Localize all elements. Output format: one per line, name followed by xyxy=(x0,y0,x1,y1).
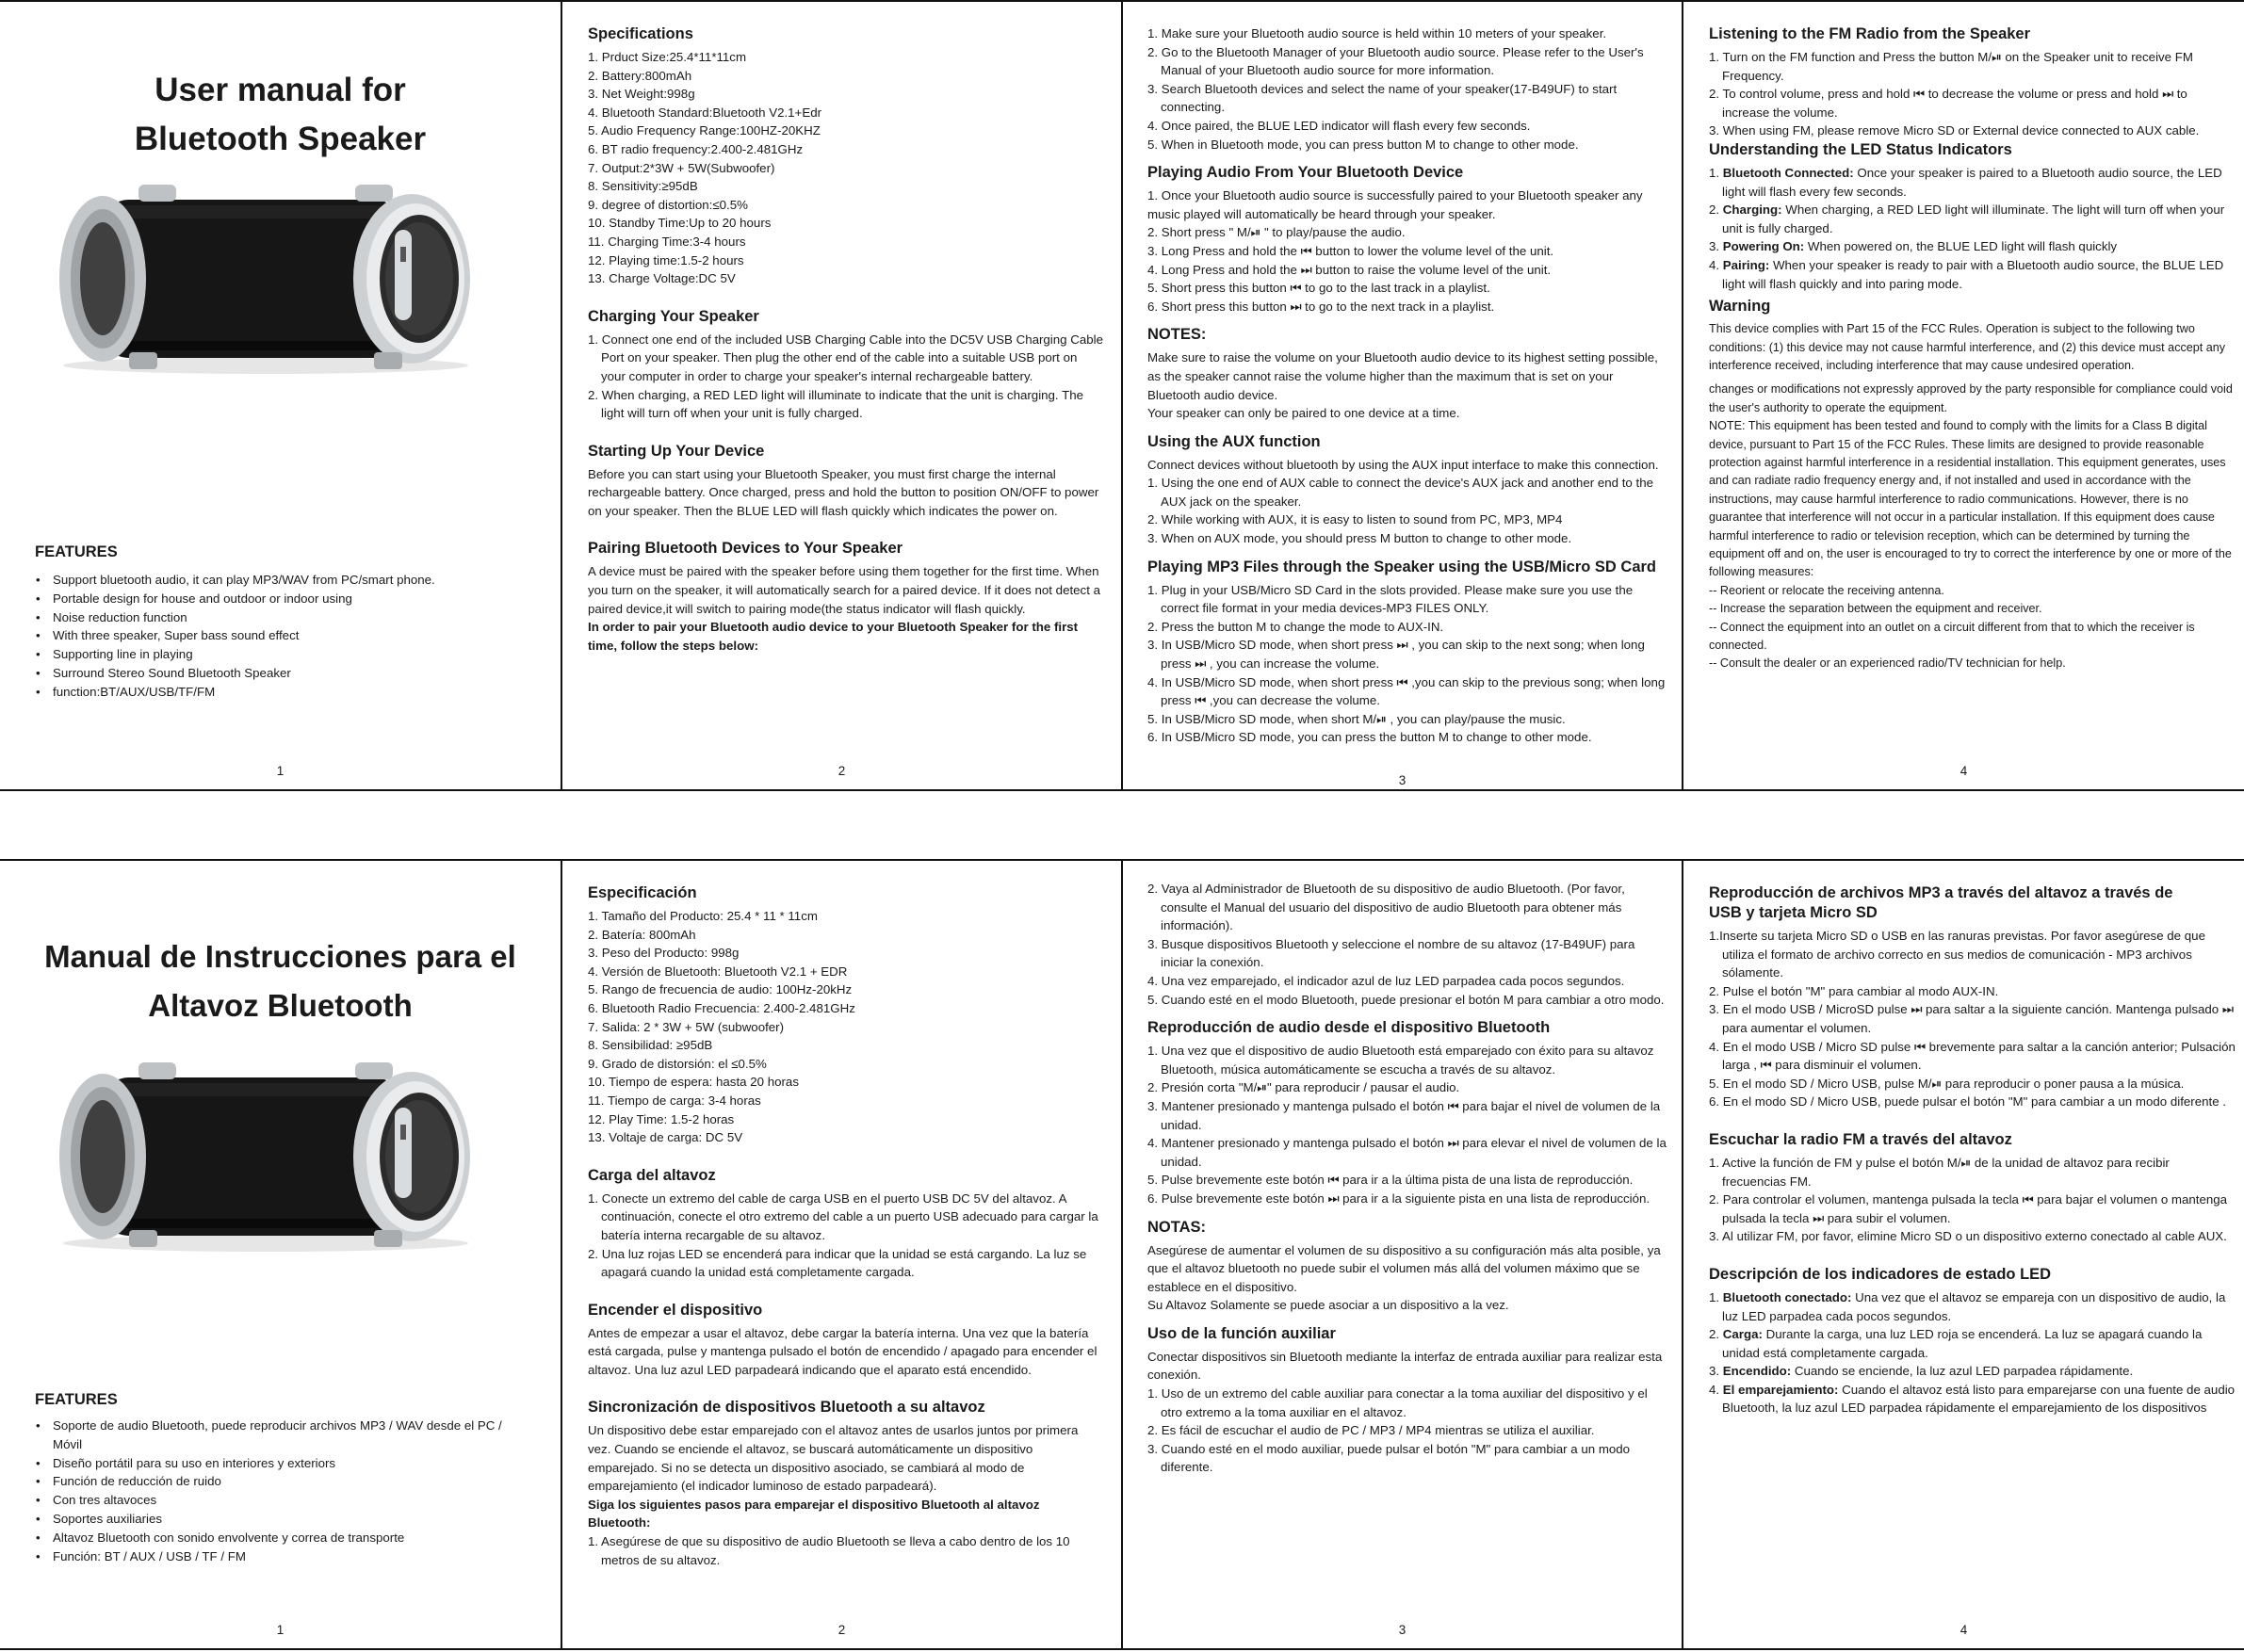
charging-step: 2. When charging, a RED LED light will illuminate to indicate that the unit is charging. The light will turn off when your unit is fully charged. xyxy=(588,387,1083,421)
spec-item: 3. Peso del Producto: 998g xyxy=(588,946,740,961)
manual-sheet-english xyxy=(0,0,2244,791)
led-item: 4. El emparejamiento: Cuando el altavoz está listo para emparejarse con una fuente de audio Bluetooth, la luz azul LED parpadea rápidamente el emparejamiento de los dispositivos xyxy=(1709,1382,2236,1416)
playing-step: 3. Mantener presionado y mantenga pulsado el botón ⏮ para bajar el nivel de volumen de la unidad. xyxy=(1147,1098,1661,1132)
mp3-heading: Playing MP3 Files through the Speaker using the USB/Micro SD Card xyxy=(1147,558,1657,575)
title-line-2: Altavoz Bluetooth xyxy=(148,988,413,1023)
spec-item: 3. Net Weight:998g xyxy=(588,87,695,102)
fm-step: 1. Active la función de FM y pulse el botón M/⏯ de la unidad de altavoz para recibir frecuencias FM. xyxy=(1709,1155,2170,1189)
aux-step: 1. Using the one end of AUX cable to connect the device's AUX jack and another end to the AUX jack on the speaker. xyxy=(1147,476,1653,509)
bluetooth-speaker-illustration xyxy=(44,181,487,379)
manual-sheet-spanish xyxy=(0,859,2244,1650)
charging-step: 1. Conecte un extremo del cable de carga USB en el puerto USB DC 5V del altavoz. A continuación, conecte el otro extremo del cable a un puerto USB adecuado para cargar la batería interna recargable de su altavoz. xyxy=(588,1190,1098,1242)
charging-heading: Carga del altavoz xyxy=(588,1166,716,1184)
led-item: 1. Bluetooth conectado: Una vez que el altavoz se empareja con un dispositivo de audio, la luz LED parpadea cada pocos segundos. xyxy=(1709,1289,2226,1323)
spec-item: 2. Batería: 800mAh xyxy=(588,927,696,942)
spec-item: 10. Tiempo de espera: hasta 20 horas xyxy=(588,1075,799,1090)
feature-item: • With three speaker, Super bass sound effect xyxy=(36,626,532,645)
warning-text: This device complies with Part 15 of the FCC Rules. Operation is subject to the following two conditions: (1) this device may not cause harmful interference, and (2) this device must accept any interference received, including interference that may cause undesired operation. xyxy=(1709,322,2226,372)
page-pairing-playback xyxy=(1123,859,1682,1650)
playing-step: 6. Pulse brevemente este botón ⏭ para ir a la siguiente pista en una lista de reproducción. xyxy=(1147,1190,1650,1206)
feature-item: • Support bluetooth audio, it can play MP3/WAV from PC/smart phone. xyxy=(36,571,532,590)
aux-step: 3. When on AUX mode, you should press M button to change to other mode. xyxy=(1147,531,1572,546)
led-heading: Understanding the LED Status Indicators xyxy=(1709,140,2012,158)
notes-text: Your speaker can only be paired to one device at a time. xyxy=(1147,406,1460,421)
mp3-step: 1.Inserte su tarjeta Micro SD o USB en las ranuras previstas. Por favor asegúrese de que utiliza el formato de archivo correcto en sus medios de comunicación - MP3 archivos sólamente. xyxy=(1709,929,2205,980)
mp3-step: 3. In USB/Micro SD mode, when short press ⏭ , you can skip to the next song; when long press ⏭ , you can increase the volume. xyxy=(1147,638,1645,672)
measure-item: -- Reorient or relocate the receiving antenna. xyxy=(1709,583,1944,597)
aux-step: 2. Es fácil de escuchar el audio de PC / MP3 / MP4 mientras se utiliza el auxiliar. xyxy=(1147,1423,1595,1438)
notes-text: Su Altavoz Solamente se puede asociar a un dispositivo a la vez. xyxy=(1147,1298,1509,1313)
startup-heading: Starting Up Your Device xyxy=(588,442,765,460)
specifications-heading: Especificación xyxy=(588,884,697,901)
page-specifications xyxy=(562,0,1121,791)
page-number: 3 xyxy=(1398,773,1407,787)
manual-title xyxy=(0,932,561,1030)
fm-step: 2. Para controlar el volumen, mantenga pulsada la tecla ⏮ para bajar el volumen o mantenga pulsada la tecla ⏭ para subir el volumen. xyxy=(1709,1192,2228,1225)
playing-step: 2. Presión corta "M/⏯" para reproducir / pausar el audio. xyxy=(1147,1080,1460,1095)
page-number: 3 xyxy=(1398,1623,1407,1637)
spec-item: 6. BT radio frequency:2.400-2.481GHz xyxy=(588,141,804,156)
playing-step: 4. Long Press and hold the ⏭ button to raise the volume level of the unit. xyxy=(1147,262,1552,277)
feature-item: • Soportes auxiliaries xyxy=(36,1510,532,1529)
aux-text: Connect devices without bluetooth by using the AUX input interface to make this connection. xyxy=(1147,457,1659,472)
mp3-heading: USB y tarjeta Micro SD xyxy=(1709,904,1878,921)
notes-text: Asegúrese de aumentar el volumen de su dispositivo a su configuración más alta posible, ya que el altavoz bluetooth no puede subir el volumen más allá del volumen máximo que se establece en el dispositivo. xyxy=(1147,1242,1661,1294)
fm-step: 2. To control volume, press and hold ⏮ to decrease the volume or press and hold ⏭ to increase the volume. xyxy=(1709,87,2187,120)
fm-heading: Listening to the FM Radio from the Speaker xyxy=(1709,25,2031,42)
page-number: 2 xyxy=(837,1623,846,1637)
specifications-heading: Specifications xyxy=(588,25,693,42)
led-item: 2. Carga: Durante la carga, una luz LED roja se encenderá. La luz se apagará cuando la unidad está completamente cargada. xyxy=(1709,1327,2203,1360)
feature-item: • Supporting line in playing xyxy=(36,645,532,664)
page-number: 4 xyxy=(1959,1623,1968,1637)
spec-item: 8. Sensitivity:≥95dB xyxy=(588,179,698,194)
aux-step: 2. While working with AUX, it is easy to listen to sound from PC, MP3, MP4 xyxy=(1147,512,1563,527)
page-fm-led-warning xyxy=(1683,0,2244,791)
led-heading: Descripción de los indicadores de estado LED xyxy=(1709,1265,2052,1283)
pairing-step: 3. Search Bluetooth devices and select the name of your speaker(17-B49UF) to start connecting. xyxy=(1147,81,1618,115)
aux-step: 3. Cuando esté en el modo auxiliar, puede pulsar el botón "M" para cambiar a un modo diferente. xyxy=(1147,1441,1631,1475)
notes-text: Make sure to raise the volume on your Bluetooth audio device to its highest setting possible, as the speaker cannot raise the volume higher than the maximum that is set on your Bluetooth audio device. xyxy=(1147,350,1658,402)
manual-title xyxy=(0,66,561,164)
title-line-1: Manual de Instrucciones para el xyxy=(44,939,516,974)
aux-heading: Using the AUX function xyxy=(1147,432,1321,450)
feature-item: • Soporte de audio Bluetooth, puede reproducir archivos MP3 / WAV desde el PC / Móvil xyxy=(36,1417,532,1454)
mp3-step: 4. In USB/Micro SD mode, when short press ⏮ ,you can skip to the previous song; when long press ⏮ ,you can decrease the volume. xyxy=(1147,674,1666,708)
startup-text: Before you can start using your Bluetooth Speaker, you must first charge the internal rechargeable battery. Once charged, press and hold the button to position ON/OFF to power on your speaker. Then the BLUE LED will flash quickly which indicates the power on. xyxy=(588,466,1099,518)
startup-heading: Encender el dispositivo xyxy=(588,1301,763,1319)
mp3-step: 6. In USB/Micro SD mode, you can press the button M to change to other mode. xyxy=(1147,730,1592,745)
spec-item: 13. Voltaje de carga: DC 5V xyxy=(588,1130,743,1145)
playing-step: 5. Short press this button ⏮ to go to the last track in a playlist. xyxy=(1147,281,1490,296)
spec-item: 6. Bluetooth Radio Frecuencia: 2.400-2.481GHz xyxy=(588,1000,855,1015)
feature-item: • Función de reducción de ruido xyxy=(36,1472,532,1491)
aux-heading: Uso de la función auxiliar xyxy=(1147,1324,1336,1342)
page-number: 1 xyxy=(276,1623,285,1637)
title-line-2: Bluetooth Speaker xyxy=(134,121,427,157)
feature-item: • Altavoz Bluetooth con sonido envolvente y correa de transporte xyxy=(36,1529,532,1547)
spec-item: 12. Play Time: 1.5-2 horas xyxy=(588,1111,735,1126)
mp3-step: 6. En el modo SD / Micro USB, puede pulsar el botón "M" para cambiar a un modo diferente . xyxy=(1709,1094,2226,1109)
mp3-step: 1. Plug in your USB/Micro SD Card in the slots provided. Please make sure you use the correct file format in your media devices-MP3 FILES ONLY. xyxy=(1147,582,1634,616)
mp3-step: 2. Press the button M to change the mode to AUX-IN. xyxy=(1147,619,1444,634)
spec-item: 7. Output:2*3W + 5W(Subwoofer) xyxy=(588,160,775,175)
features-heading: FEATURES xyxy=(35,1391,118,1408)
measure-item: -- Consult the dealer or an experienced radio/TV technician for help. xyxy=(1709,656,2066,671)
spec-item: 1. Tamaño del Producto: 25.4 * 11 * 11cm xyxy=(588,909,818,923)
spec-item: 5. Audio Frequency Range:100HZ-20KHZ xyxy=(588,123,821,138)
fm-step: 3. When using FM, please remove Micro SD or External device connected to AUX cable. xyxy=(1709,123,2200,138)
bluetooth-speaker-illustration xyxy=(44,1059,487,1256)
title-line-1: User manual for xyxy=(154,72,406,108)
playing-step: 1. Once your Bluetooth audio source is successfully paired to your Bluetooth speaker any music played will automatically be heard through your speaker. xyxy=(1147,188,1643,221)
pairing-step: 4. Once paired, the BLUE LED indicator will flash every few seconds. xyxy=(1147,118,1531,133)
feature-item: • Portable design for house and outdoor or indoor using xyxy=(36,590,532,608)
mp3-step: 5. In USB/Micro SD mode, when short M/⏯ , you can play/pause the music. xyxy=(1147,711,1566,726)
pairing-instruction: In order to pair your Bluetooth audio device to your Bluetooth Speaker for the first time, follow the steps below: xyxy=(588,620,1079,653)
playing-step: 6. Short press this button ⏭ to go to the next track in a playlist. xyxy=(1147,299,1495,314)
fm-step: 3. Al utilizar FM, por favor, elimine Micro SD o un dispositivo externo conectado al cable AUX. xyxy=(1709,1229,2227,1244)
fm-step: 1. Turn on the FM function and Press the button M/⏯ on the Speaker unit to receive FM Frequency. xyxy=(1709,50,2193,83)
playing-heading: Playing Audio From Your Bluetooth Device xyxy=(1147,164,1464,182)
mp3-heading: Reproducción de archivos MP3 a través del altavoz a través de xyxy=(1709,884,2173,901)
page-cover xyxy=(0,0,561,791)
warning-text: NOTE: This equipment has been tested and found to comply with the limits for a Class B digital device, pursuant to Part 15 of the FCC Rules. These limits are designed to provide reasonable protection against harmful interference in a residential installation. This equipment generates, uses and can radiate radio frequency energy and, if not installed and used in accordance with the instructions, may cause harmful interference to radio communications. However, there is no guarantee that interference will not occur in a particular installation. If this equipment does cause harmful interference to radio or television reception, which can be determined by turning the equipment off and on, the user is encouraged to try to correct the interference by one or more of the following measures: xyxy=(1709,419,2232,579)
features-list xyxy=(36,571,532,702)
feature-item: • function:BT/AUX/USB/TF/FM xyxy=(36,683,532,702)
page-number: 1 xyxy=(276,764,285,778)
pairing-instruction: Siga los siguientes pasos para emparejar el dispositivo Bluetooth al altavoz Bluetooth: xyxy=(588,1497,1040,1531)
pairing-step: 1. Make sure your Bluetooth audio source is held within 10 meters of your speaker. xyxy=(1147,26,1607,40)
led-item: 4. Pairing: When your speaker is ready to pair with a Bluetooth audio source, the BLUE LED light will flash quickly and into paring mode. xyxy=(1709,257,2224,291)
notes-heading: NOTAS: xyxy=(1147,1218,1207,1236)
spec-item: 9. Grado de distorsión: el ≤0.5% xyxy=(588,1056,767,1071)
pairing-step: 2. Go to the Bluetooth Manager of your Bluetooth audio source. Please refer to the User's Manual of your Bluetooth audio source for more information. xyxy=(1147,44,1644,78)
measure-item: -- Increase the separation between the equipment and receiver. xyxy=(1709,602,2042,616)
features-list xyxy=(36,1417,532,1565)
spec-item: 10. Standby Time:Up to 20 hours xyxy=(588,216,772,231)
spec-item: 9. degree of distortion:≤0.5% xyxy=(588,197,748,212)
page-specifications xyxy=(562,859,1121,1650)
spec-item: 11. Charging Time:3-4 hours xyxy=(588,234,746,249)
charging-heading: Charging Your Speaker xyxy=(588,307,759,325)
mp3-step: 2. Pulse el botón "M" para cambiar al modo AUX-IN. xyxy=(1709,983,1999,998)
charging-step: 2. Una luz rojas LED se encenderá para indicar que la unidad se está cargando. La luz se apagará cuando la unidad está completamente cargada. xyxy=(588,1246,1087,1280)
spec-item: 7. Salida: 2 * 3W + 5W (subwoofer) xyxy=(588,1019,785,1034)
pairing-step: 5. When in Bluetooth mode, you can press button M to change to other mode. xyxy=(1147,137,1579,152)
fm-heading: Escuchar la radio FM a través del altavoz xyxy=(1709,1130,2012,1148)
spec-item: 5. Rango de frecuencia de audio: 100Hz-20kHz xyxy=(588,982,853,997)
spec-item: 8. Sensibilidad: ≥95dB xyxy=(588,1038,713,1053)
features-heading: FEATURES xyxy=(35,543,118,560)
mp3-step: 4. En el modo USB / Micro SD pulse ⏮ brevemente para saltar a la canción anterior; Pulsación larga , ⏮ para disminuir el volumen. xyxy=(1709,1039,2236,1073)
warning-heading: Warning xyxy=(1709,298,1771,316)
pairing-heading: Pairing Bluetooth Devices to Your Speaker xyxy=(588,540,903,558)
spec-item: 11. Tiempo de carga: 3-4 horas xyxy=(588,1093,761,1108)
pairing-text: A device must be paired with the speaker before using them together for the first time. When you turn on the speaker, it will automatically search for a paired device. If it does not detect a paired device,it will switch to pairing mode(the status indicator will flash quickly. xyxy=(588,564,1100,616)
pairing-step: 2. Vaya al Administrador de Bluetooth de su dispositivo de audio Bluetooth. (Por favor, consulte el Manual del usuario del dispositivo de audio Bluetooth para obtener más información). xyxy=(1147,882,1625,933)
spec-item: 4. Versión de Bluetooth: Bluetooth V2.1 + EDR xyxy=(588,964,848,979)
aux-step: 1. Uso de un extremo del cable auxiliar para conectar a la toma auxiliar del dispositivo y el otro extremo a la toma auxiliar en el altavoz. xyxy=(1147,1386,1648,1419)
led-item: 1. Bluetooth Connected: Once your speaker is paired to a Bluetooth audio source, the LED light will flash every few seconds. xyxy=(1709,165,2222,199)
page-pairing-playback xyxy=(1123,0,1682,791)
feature-item: • Con tres altavoces xyxy=(36,1491,532,1510)
playing-step: 3. Long Press and hold the ⏮ button to lower the volume level of the unit. xyxy=(1147,243,1554,258)
pairing-step: 3. Busque dispositivos Bluetooth y seleccione el nombre de su altavoz (17-B49UF) para iniciar la conexión. xyxy=(1147,936,1635,970)
led-item: 3. Powering On: When powered on, the BLUE LED light will flash quickly xyxy=(1709,239,2118,254)
pairing-step: 1. Asegúrese de que su dispositivo de audio Bluetooth se lleva a cabo dentro de los 10 metros de su altavoz. xyxy=(588,1534,1070,1567)
pairing-heading: Sincronización de dispositivos Bluetooth a su altavoz xyxy=(588,1399,985,1417)
page-cover xyxy=(0,859,561,1650)
aux-text: Conectar dispositivos sin Bluetooth mediante la interfaz de entrada auxiliar para realizar esta conexión. xyxy=(1147,1349,1663,1383)
led-item: 3. Encendido: Cuando se enciende, la luz azul LED parpadea rápidamente. xyxy=(1709,1364,2134,1379)
pairing-step: 4. Una vez emparejado, el indicador azul de luz LED parpadea cada pocos segundos. xyxy=(1147,973,1625,988)
playing-step: 4. Mantener presionado y mantenga pulsado el botón ⏭ para elevar el nivel de volumen de la unidad. xyxy=(1147,1136,1667,1169)
feature-item: • Surround Stereo Sound Bluetooth Speaker xyxy=(36,664,532,683)
led-item: 2. Charging: When charging, a RED LED light will illuminate. The light will turn off when your unit is fully charged. xyxy=(1709,202,2225,235)
feature-item: • Diseño portátil para su uso en interiores y exteriors xyxy=(36,1454,532,1473)
pairing-step: 5. Cuando esté en el modo Bluetooth, puede presionar el botón M para cambiar a otro modo. xyxy=(1147,992,1665,1007)
playing-step: 1. Una vez que el dispositivo de audio Bluetooth está emparejado con éxito para su altavoz Bluetooth, música automáticamente se escucha a través de su altavoz. xyxy=(1147,1044,1654,1077)
page-mp3-fm-led xyxy=(1683,859,2244,1650)
spec-item: 4. Bluetooth Standard:Bluetooth V2.1+Edr xyxy=(588,105,822,120)
pairing-text: Un dispositivo debe estar emparejado con el altavoz antes de usarlos juntos por primera vez. Cuando se enciende el altavoz, se buscará automáticamente un dispositivo emparejado. Si no se detecta un dispositivo asociado, se cambiará al modo de emparejamiento (el indicador luminoso de estado parpadeará). xyxy=(588,1423,1079,1494)
warning-text: changes or modifications not expressly approved by the party responsible for compliance could void the user's authority to operate the equipment. xyxy=(1709,382,2233,414)
mp3-step: 5. En el modo SD / Micro USB, pulse M/⏯ para reproducir o poner pausa a la música. xyxy=(1709,1076,2185,1091)
spec-item: 2. Battery:800mAh xyxy=(588,68,692,83)
feature-item: • Función: BT / AUX / USB / TF / FM xyxy=(36,1547,532,1566)
spec-item: 13. Charge Voltage:DC 5V xyxy=(588,271,736,286)
spec-item: 12. Playing time:1.5-2 hours xyxy=(588,252,744,267)
feature-item: • Noise reduction function xyxy=(36,608,532,627)
playing-step: 5. Pulse brevemente este botón ⏮ para ir a la última pista de una lista de reproducción. xyxy=(1147,1173,1634,1188)
mp3-step: 3. En el modo USB / MicroSD pulse ⏭ para saltar a la siguiente canción. Mantenga pulsado ⏭ para aumentar el volumen. xyxy=(1709,1002,2234,1035)
playing-step: 2. Short press " M/⏯ " to play/pause the audio. xyxy=(1147,225,1406,240)
startup-text: Antes de empezar a usar el altavoz, debe cargar la batería interna. Una vez que la batería está cargada, pulse y mantenga pulsado el botón de encendido / apagado para encender el altavoz. Una luz azul LED parpadeará indicando que el aparato está encendido. xyxy=(588,1325,1098,1377)
playing-heading: Reproducción de audio desde el dispositivo Bluetooth xyxy=(1147,1019,1551,1037)
page-number: 4 xyxy=(1959,764,1968,778)
notes-heading: NOTES: xyxy=(1147,326,1207,344)
charging-step: 1. Connect one end of the included USB Charging Cable into the DC5V USB Charging Cable Port on your speaker. Then plug the other end of the cable into a suitable USB port on your computer in order to charge your speaker's internal rechargeable battery. xyxy=(588,332,1103,383)
measure-item: -- Connect the equipment into an outlet on a circuit different from that to which the receiver is connected. xyxy=(1709,620,2195,653)
page-number: 2 xyxy=(837,764,846,778)
spec-item: 1. Prduct Size:25.4*11*11cm xyxy=(588,50,747,64)
